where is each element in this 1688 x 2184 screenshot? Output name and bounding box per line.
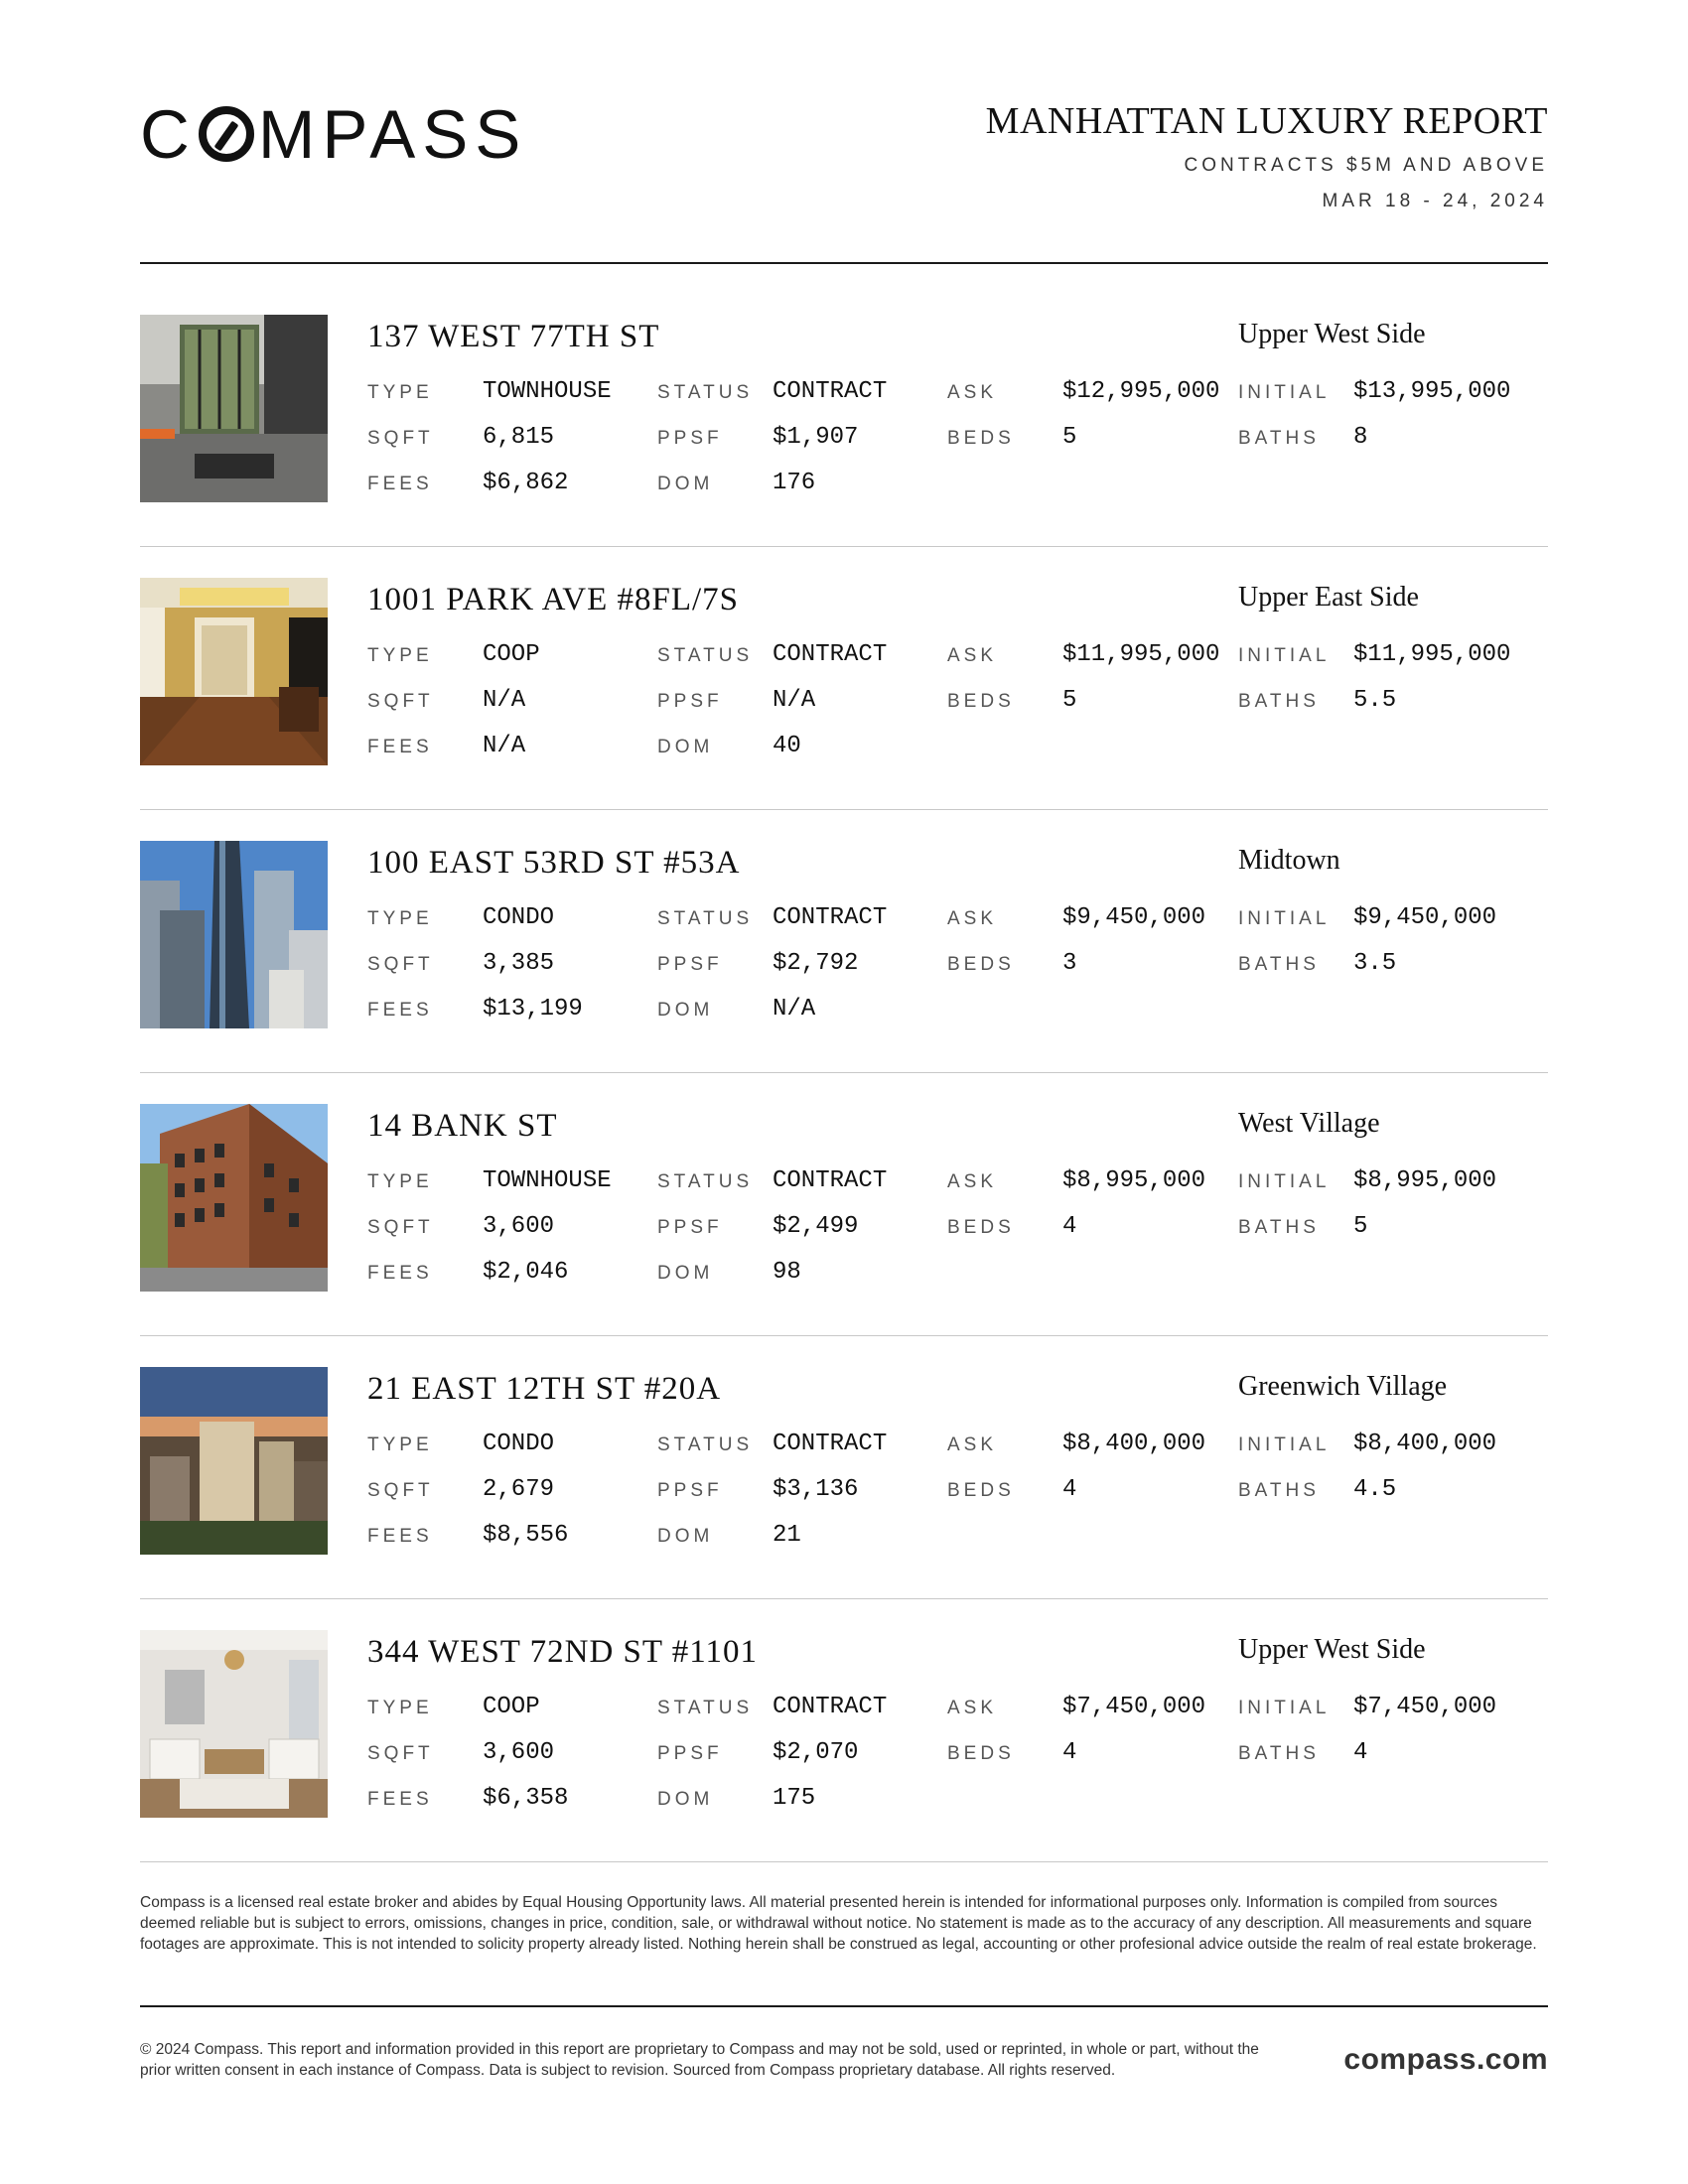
dom-value: 98 bbox=[773, 1259, 801, 1286]
listing-item[interactable] bbox=[140, 841, 1548, 1104]
ask-value: $7,450,000 bbox=[1062, 1694, 1206, 1720]
ppsf-label: PPSF bbox=[657, 428, 723, 449]
dom-value: 175 bbox=[773, 1785, 816, 1812]
ask-label: ASK bbox=[947, 645, 998, 666]
sqft-label: SQFT bbox=[367, 428, 434, 449]
dom-value: N/A bbox=[773, 996, 816, 1023]
sqft-value: 3,600 bbox=[483, 1213, 555, 1240]
baths-label: BATHS bbox=[1238, 691, 1320, 712]
dom-label: DOM bbox=[657, 474, 714, 494]
baths-label: BATHS bbox=[1238, 428, 1320, 449]
fees-value: N/A bbox=[483, 733, 526, 759]
dom-label: DOM bbox=[657, 1263, 714, 1284]
sqft-label: SQFT bbox=[367, 1217, 434, 1238]
listing-address[interactable]: 100 EAST 53RD ST #53A bbox=[367, 845, 741, 881]
legal-disclaimer: Compass is a licensed real estate broker and abides by Equal Housing Opportunity laws. All material presented herein is intended for informational purposes only. Information is compiled from sources deemed reliable but is subject to errors, omissions, changes in price, condition, sale, or withdrawal without notice. No statement is made as to the accuracy of any description. All measurements and square footages are approximate. This is not intended to solicity property already listed. Nothing herein shall be construed as legal, accounting or other profesional advice outside the realm of real estate brokerage. bbox=[140, 1894, 1537, 1953]
baths-label: BATHS bbox=[1238, 1480, 1320, 1501]
dom-value: 40 bbox=[773, 733, 801, 759]
copyright-notice: © 2024 Compass. This report and information provided in this report are proprietary to Compass and may not be sold, used or reprinted, in whole or part, without the prior written consent in each instance of Compass. Data is subject to revision. Sourced from Compass proprietary database. All rights reserved. bbox=[140, 2041, 1259, 2079]
status-value: CONTRACT bbox=[773, 641, 888, 668]
initial-value: $9,450,000 bbox=[1353, 904, 1497, 931]
footer-divider bbox=[140, 2005, 1548, 2007]
report-subtitle: CONTRACTS $5M AND ABOVE bbox=[1184, 155, 1548, 176]
skyline-photo[interactable] bbox=[140, 1367, 328, 1555]
type-value: CONDO bbox=[483, 1431, 555, 1457]
listing-item[interactable] bbox=[140, 1104, 1548, 1367]
listing-divider bbox=[140, 1072, 1548, 1073]
listing-item[interactable] bbox=[140, 578, 1548, 841]
beds-value: 4 bbox=[1062, 1739, 1077, 1766]
ppsf-label: PPSF bbox=[657, 1480, 723, 1501]
sqft-value: 2,679 bbox=[483, 1476, 555, 1503]
type-value: TOWNHOUSE bbox=[483, 378, 612, 405]
fees-label: FEES bbox=[367, 1789, 433, 1810]
listing-item[interactable] bbox=[140, 315, 1548, 578]
ppsf-value: $3,136 bbox=[773, 1476, 859, 1503]
baths-value: 4.5 bbox=[1353, 1476, 1397, 1503]
skyscraper-photo[interactable] bbox=[140, 841, 328, 1028]
sqft-value: 3,385 bbox=[483, 950, 555, 977]
beds-label: BEDS bbox=[947, 954, 1015, 975]
logo-letter-c: C bbox=[140, 95, 197, 173]
status-value: CONTRACT bbox=[773, 1167, 888, 1194]
type-value: CONDO bbox=[483, 904, 555, 931]
beds-value: 4 bbox=[1062, 1213, 1077, 1240]
ask-value: $8,995,000 bbox=[1062, 1167, 1206, 1194]
white-living-room-photo[interactable] bbox=[140, 1630, 328, 1818]
ppsf-value: $2,792 bbox=[773, 950, 859, 977]
baths-value: 3.5 bbox=[1353, 950, 1397, 977]
ppsf-value: $2,499 bbox=[773, 1213, 859, 1240]
fees-value: $8,556 bbox=[483, 1522, 569, 1549]
listing-address[interactable]: 137 WEST 77TH ST bbox=[367, 319, 660, 354]
foyer-photo[interactable] bbox=[140, 578, 328, 765]
type-label: TYPE bbox=[367, 382, 433, 403]
type-label: TYPE bbox=[367, 908, 433, 929]
beds-label: BEDS bbox=[947, 691, 1015, 712]
listing-divider bbox=[140, 1861, 1548, 1862]
beds-value: 3 bbox=[1062, 950, 1077, 977]
beds-value: 4 bbox=[1062, 1476, 1077, 1503]
ppsf-label: PPSF bbox=[657, 1743, 723, 1764]
website-link[interactable]: compass.com bbox=[1343, 2043, 1548, 2076]
type-label: TYPE bbox=[367, 1698, 433, 1718]
fees-label: FEES bbox=[367, 737, 433, 757]
ask-value: $11,995,000 bbox=[1062, 641, 1220, 668]
beds-label: BEDS bbox=[947, 1480, 1015, 1501]
listing-neighborhood: Midtown bbox=[1238, 845, 1340, 876]
initial-label: INITIAL bbox=[1238, 1434, 1331, 1455]
listing-divider bbox=[140, 1335, 1548, 1336]
dom-label: DOM bbox=[657, 1789, 714, 1810]
dom-value: 176 bbox=[773, 470, 816, 496]
beds-label: BEDS bbox=[947, 1743, 1015, 1764]
baths-value: 5.5 bbox=[1353, 687, 1397, 714]
sqft-label: SQFT bbox=[367, 954, 434, 975]
initial-label: INITIAL bbox=[1238, 382, 1331, 403]
ppsf-label: PPSF bbox=[657, 954, 723, 975]
listing-neighborhood: Upper East Side bbox=[1238, 582, 1419, 613]
status-value: CONTRACT bbox=[773, 378, 888, 405]
type-label: TYPE bbox=[367, 645, 433, 666]
header-divider bbox=[140, 262, 1548, 264]
fees-value: $13,199 bbox=[483, 996, 583, 1023]
sqft-value: 6,815 bbox=[483, 424, 555, 451]
ask-value: $12,995,000 bbox=[1062, 378, 1220, 405]
type-value: TOWNHOUSE bbox=[483, 1167, 612, 1194]
initial-value: $8,400,000 bbox=[1353, 1431, 1497, 1457]
type-label: TYPE bbox=[367, 1171, 433, 1192]
compass-o-icon bbox=[199, 106, 254, 162]
listing-neighborhood: Upper West Side bbox=[1238, 1634, 1426, 1665]
baths-label: BATHS bbox=[1238, 1743, 1320, 1764]
ppsf-value: $1,907 bbox=[773, 424, 859, 451]
ppsf-label: PPSF bbox=[657, 1217, 723, 1238]
status-label: STATUS bbox=[657, 908, 754, 929]
initial-label: INITIAL bbox=[1238, 645, 1331, 666]
type-label: TYPE bbox=[367, 1434, 433, 1455]
status-value: CONTRACT bbox=[773, 1431, 888, 1457]
logo-letters: MPASS bbox=[257, 95, 528, 173]
fees-value: $6,358 bbox=[483, 1785, 569, 1812]
fees-label: FEES bbox=[367, 474, 433, 494]
ppsf-label: PPSF bbox=[657, 691, 723, 712]
ask-label: ASK bbox=[947, 1171, 998, 1192]
baths-value: 8 bbox=[1353, 424, 1368, 451]
status-label: STATUS bbox=[657, 1698, 754, 1718]
listing-address[interactable]: 1001 PARK AVE #8FL/7S bbox=[367, 582, 740, 617]
initial-value: $11,995,000 bbox=[1353, 641, 1511, 668]
initial-label: INITIAL bbox=[1238, 1171, 1331, 1192]
fees-label: FEES bbox=[367, 1263, 433, 1284]
ask-label: ASK bbox=[947, 382, 998, 403]
sqft-label: SQFT bbox=[367, 1480, 434, 1501]
status-value: CONTRACT bbox=[773, 904, 888, 931]
listing-item[interactable] bbox=[140, 1630, 1548, 1893]
ask-value: $9,450,000 bbox=[1062, 904, 1206, 931]
fees-label: FEES bbox=[367, 1000, 433, 1021]
initial-label: INITIAL bbox=[1238, 1698, 1331, 1718]
sqft-value: 3,600 bbox=[483, 1739, 555, 1766]
initial-value: $8,995,000 bbox=[1353, 1167, 1497, 1194]
initial-label: INITIAL bbox=[1238, 908, 1331, 929]
listing-neighborhood: Upper West Side bbox=[1238, 319, 1426, 349]
type-value: COOP bbox=[483, 1694, 540, 1720]
fees-value: $2,046 bbox=[483, 1259, 569, 1286]
listings-list bbox=[140, 315, 1548, 1893]
beds-label: BEDS bbox=[947, 1217, 1015, 1238]
listing-address[interactable]: 344 WEST 72ND ST #1101 bbox=[367, 1634, 758, 1670]
baths-label: BATHS bbox=[1238, 1217, 1320, 1238]
ask-label: ASK bbox=[947, 1698, 998, 1718]
listing-item[interactable] bbox=[140, 1367, 1548, 1630]
ask-label: ASK bbox=[947, 908, 998, 929]
baths-label: BATHS bbox=[1238, 954, 1320, 975]
report-date-range: MAR 18 - 24, 2024 bbox=[1322, 191, 1548, 211]
beds-label: BEDS bbox=[947, 428, 1015, 449]
ask-label: ASK bbox=[947, 1434, 998, 1455]
report-page bbox=[140, 0, 1548, 2184]
ask-value: $8,400,000 bbox=[1062, 1431, 1206, 1457]
compass-logo[interactable] bbox=[140, 95, 528, 173]
baths-value: 5 bbox=[1353, 1213, 1368, 1240]
status-label: STATUS bbox=[657, 382, 754, 403]
sqft-label: SQFT bbox=[367, 1743, 434, 1764]
fees-value: $6,862 bbox=[483, 470, 569, 496]
type-value: COOP bbox=[483, 641, 540, 668]
fees-label: FEES bbox=[367, 1526, 433, 1547]
dom-label: DOM bbox=[657, 737, 714, 757]
listing-address[interactable]: 14 BANK ST bbox=[367, 1108, 558, 1144]
ppsf-value: $2,070 bbox=[773, 1739, 859, 1766]
listing-divider bbox=[140, 809, 1548, 810]
brick-building-photo[interactable] bbox=[140, 1104, 328, 1292]
listing-neighborhood: Greenwich Village bbox=[1238, 1371, 1448, 1402]
status-label: STATUS bbox=[657, 1171, 754, 1192]
beds-value: 5 bbox=[1062, 424, 1077, 451]
listing-address[interactable]: 21 EAST 12TH ST #20A bbox=[367, 1371, 722, 1407]
dom-value: 21 bbox=[773, 1522, 801, 1549]
dom-label: DOM bbox=[657, 1000, 714, 1021]
listing-divider bbox=[140, 1598, 1548, 1599]
report-title: MANHATTAN LUXURY REPORT bbox=[985, 100, 1548, 142]
initial-value: $13,995,000 bbox=[1353, 378, 1511, 405]
status-label: STATUS bbox=[657, 645, 754, 666]
living-room-photo[interactable] bbox=[140, 315, 328, 502]
baths-value: 4 bbox=[1353, 1739, 1368, 1766]
sqft-value: N/A bbox=[483, 687, 526, 714]
initial-value: $7,450,000 bbox=[1353, 1694, 1497, 1720]
status-value: CONTRACT bbox=[773, 1694, 888, 1720]
listing-neighborhood: West Village bbox=[1238, 1108, 1380, 1139]
dom-label: DOM bbox=[657, 1526, 714, 1547]
sqft-label: SQFT bbox=[367, 691, 434, 712]
beds-value: 5 bbox=[1062, 687, 1077, 714]
status-label: STATUS bbox=[657, 1434, 754, 1455]
ppsf-value: N/A bbox=[773, 687, 816, 714]
listing-divider bbox=[140, 546, 1548, 547]
